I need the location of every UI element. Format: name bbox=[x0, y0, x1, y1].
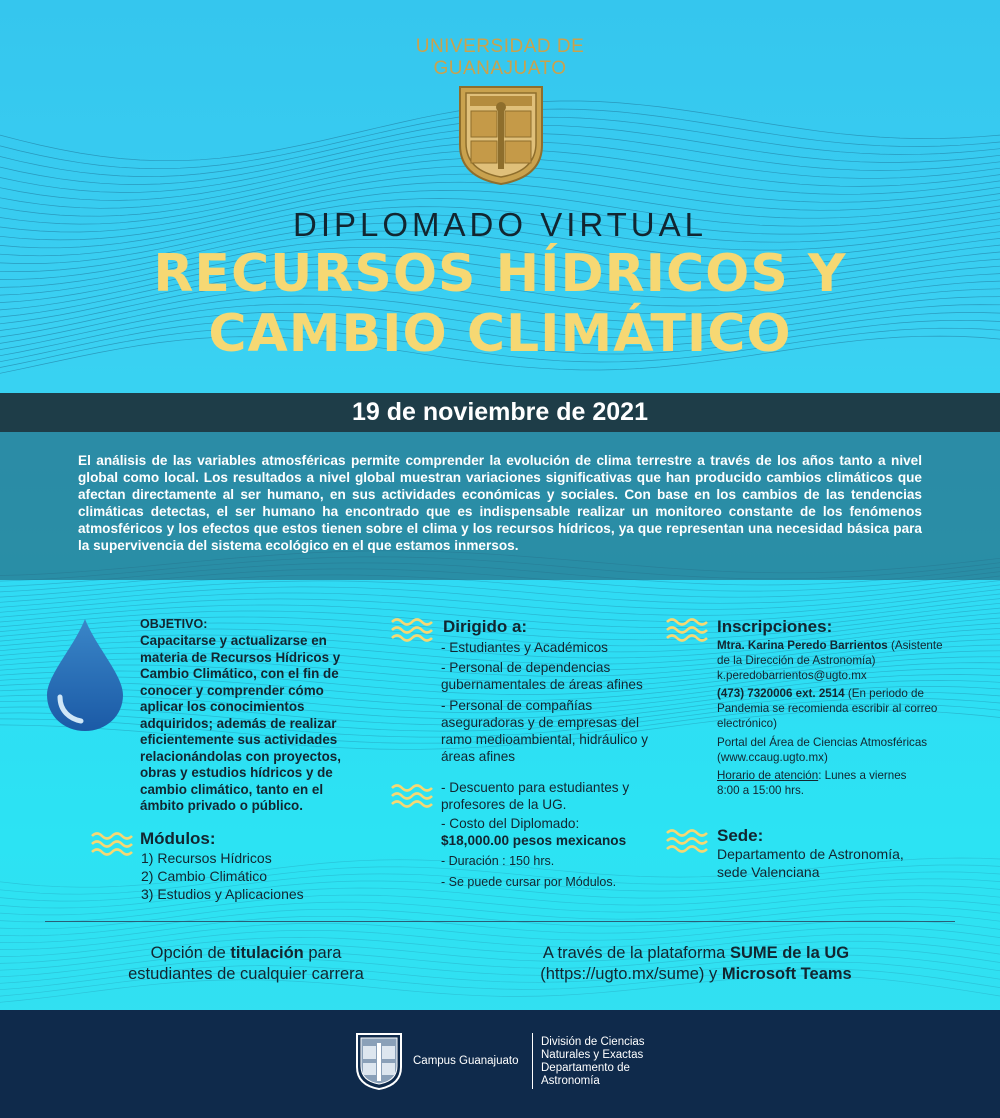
contact-role: (Asistente de la Dirección de Astronomía) bbox=[717, 639, 943, 667]
contact-phone: (473) 7320006 ext. 2514 bbox=[717, 687, 845, 700]
subtitle: DIPLOMADO VIRTUAL bbox=[293, 206, 707, 243]
wave-line bbox=[0, 914, 1000, 943]
contact-name: Mtra. Karina Peredo Barrientos bbox=[717, 639, 888, 652]
venue-line: Departamento de Astronomía, bbox=[717, 846, 904, 862]
contact-phone-info bbox=[717, 686, 957, 731]
division-line: Naturales y Exactas bbox=[541, 1049, 644, 1061]
discount-text: - Descuento para estudiantes y profesores de la UG. bbox=[441, 780, 630, 812]
division-line: Departamento de bbox=[541, 1062, 630, 1074]
duration-text: - Duración : 150 hrs. bbox=[441, 854, 555, 868]
university-name-line1: UNIVERSIDAD DE bbox=[415, 36, 585, 57]
wave-bullet-icon bbox=[390, 617, 434, 643]
intro-paragraph: El análisis de las variables atmosféricas permite comprender la evolución de clima terrestre a través de los años tanto a nivel global como local. Los resultados a nivel global muestran variaciones significativas que han producido cambios climáticos que afectan directamente al ser humano, en sus actividades económicas y sociales. Con base en los cambios de las tendencias climáticas detectas, el ser humano ha encontrado que es indispensable realizar un monitoreo constante de los fenómenos atmosféricos y los efectos que estos tienen sobre el clima y los recursos hídricos, ya que representan una necesidad básica para la supervivencia del sistema ecológico en el que estamos inmersos. bbox=[78, 453, 922, 553]
modules-title: Módulos: bbox=[140, 829, 216, 848]
section-divider bbox=[45, 921, 955, 922]
platform-text: A través de la plataforma bbox=[542, 944, 730, 962]
division-name bbox=[541, 1036, 671, 1088]
footer-seal-icon bbox=[354, 1031, 404, 1091]
modules-list bbox=[141, 849, 304, 903]
titulation-text: Opción de bbox=[150, 944, 231, 962]
university-name-line2: GUANAJUATO bbox=[433, 58, 567, 79]
platform-teams: Microsoft Teams bbox=[721, 965, 852, 983]
university-seal-icon bbox=[456, 83, 546, 186]
cost-label: - Costo del Diplomado: bbox=[441, 816, 580, 831]
module-item: 2) Cambio Climático bbox=[141, 868, 268, 884]
footer-separator bbox=[532, 1033, 533, 1089]
module-item: 1) Recursos Hídricos bbox=[141, 850, 272, 866]
titulation-line2: estudiantes de cualquier carrera bbox=[128, 965, 364, 983]
objective-text: Capacitarse y actualizarse en materia de Recursos Hídricos y Cambio Climático, con el fin de conocer y comprender cómo aplicar los conocimientos adquiridos; además de realizar eficientemente sus actividades relacionándolas con proyectos, obras y estudios hídricos y de cambio climático, tanto en el ámbito privado o público. bbox=[140, 633, 341, 813]
titulation-text: para bbox=[303, 944, 342, 962]
wave-bullet-icon bbox=[665, 617, 709, 643]
module-item: 3) Estudios y Aplicaciones bbox=[141, 886, 304, 902]
wave-bullet-icon bbox=[390, 783, 434, 809]
directed-item: - Estudiantes y Académicos bbox=[441, 640, 608, 655]
modular-text: - Se puede cursar por Módulos. bbox=[441, 875, 617, 889]
contact-info bbox=[717, 638, 957, 668]
main-title-line2: CAMBIO CLIMÁTICO bbox=[208, 304, 792, 364]
venue-line: sede Valenciana bbox=[717, 864, 820, 880]
event-date: 19 de noviembre de 2021 bbox=[352, 398, 648, 426]
division-line: División de Ciencias bbox=[541, 1036, 645, 1048]
platform-bold: SUME de la UG bbox=[729, 944, 850, 962]
cost-value: $18,000.00 pesos mexicanos bbox=[441, 833, 627, 848]
venue-text bbox=[717, 845, 957, 881]
hours-value: : Lunes a viernes bbox=[818, 769, 907, 782]
wave-bullet-icon bbox=[90, 831, 134, 857]
titulation-line1 bbox=[36, 943, 456, 964]
hours-time: 8:00 a 15:00 hrs. bbox=[717, 784, 805, 797]
portal-label: Portal del Área de Ciencias Atmosféricas bbox=[717, 736, 928, 749]
directed-item: - Personal de compañías aseguradoras y de empresas del ramo medioambiental, hidráulico y áreas afines bbox=[441, 698, 649, 764]
platform-url[interactable]: (https://ugto.mx/sume) y bbox=[540, 965, 722, 983]
contact-email[interactable]: k.peredobarrientos@ugto.mx bbox=[717, 669, 867, 682]
main-title-line1: RECURSOS HÍDRICOS Y bbox=[153, 244, 847, 304]
water-drop-icon bbox=[44, 617, 126, 733]
titulation-bold: titulación bbox=[230, 944, 304, 962]
wave-line bbox=[0, 581, 1000, 604]
phone-note: (En periodo de Pandemia se recomienda escribir al correo electrónico) bbox=[717, 687, 938, 730]
platform-line2 bbox=[486, 964, 906, 985]
venue-title: Sede: bbox=[717, 826, 764, 845]
directed-item: - Personal de dependencias gubernamentales de áreas afines bbox=[441, 660, 643, 692]
platform-line1 bbox=[486, 943, 906, 964]
hours-label: Horario de atención bbox=[717, 769, 819, 782]
campus-name: Campus Guanajuato bbox=[413, 1055, 519, 1067]
directed-title: Dirigido a: bbox=[443, 617, 528, 636]
office-hours bbox=[717, 768, 957, 783]
inscriptions-title: Inscripciones: bbox=[717, 617, 833, 636]
division-line: Astronomía bbox=[541, 1075, 600, 1087]
wave-bullet-icon bbox=[665, 828, 709, 854]
objective-label: OBJETIVO: bbox=[140, 617, 208, 631]
portal-url[interactable]: (www.ccaug.ugto.mx) bbox=[717, 751, 828, 764]
